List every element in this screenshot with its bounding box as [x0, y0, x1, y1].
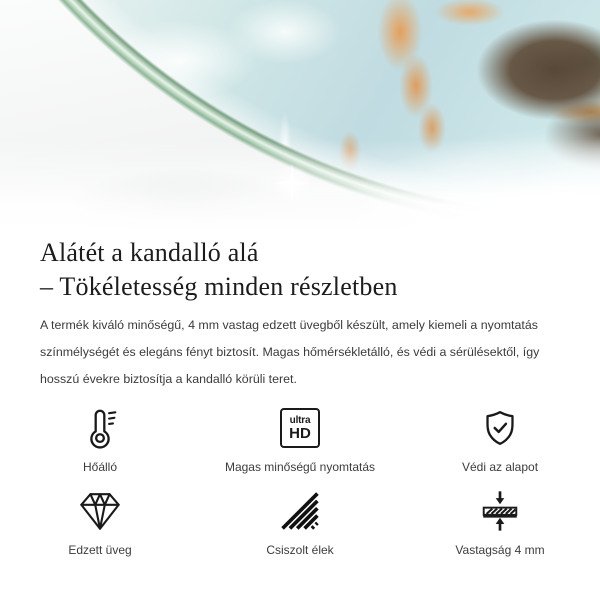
feature-high-quality-print	[200, 405, 400, 474]
thickness-icon	[477, 488, 523, 534]
product-description	[40, 312, 560, 393]
description-line: színmélységét és elegáns fényt biztosít. Magas hőmérsékletálló, és védi a sérülésektől, így	[40, 345, 540, 359]
polished-edges-icon	[278, 488, 322, 534]
feature-heat-resistant	[0, 405, 200, 474]
page-title-line1: Alátét a kandalló alá	[40, 238, 259, 267]
shield-check-icon	[477, 405, 523, 451]
ultra-hd-icon	[280, 405, 320, 451]
feature-label: Hőálló	[82, 460, 118, 474]
feature-polished-edges	[200, 488, 400, 557]
feature-label: Védi az alapot	[461, 460, 539, 474]
description-line: A termék kiváló minőségű, 4 mm vastag edzett üvegből készült, amely kiemeli a nyomtatás	[40, 318, 538, 332]
feature-label: Vastagság 4 mm	[455, 543, 545, 557]
sparkle-highlight	[270, 161, 314, 205]
description-line: hosszú évekre biztosítja a kandalló körüli teret.	[40, 372, 297, 386]
page-title-line2: – Tökéletesség minden részletben	[40, 272, 398, 301]
feature-tempered-glass	[0, 488, 200, 557]
thermometer-icon	[77, 405, 123, 451]
feature-protects-base	[400, 405, 600, 474]
diamond-icon	[77, 488, 123, 534]
ultra-hd-text-bottom: HD	[289, 425, 311, 442]
feature-label: Csiszolt élek	[266, 543, 334, 557]
ultra-hd-text-top: ultra	[289, 415, 311, 426]
feature-label: Edzett üveg	[68, 543, 132, 557]
feature-grid	[0, 405, 600, 557]
feature-thickness	[400, 488, 600, 557]
feature-label: Magas minőségű nyomtatás	[224, 460, 376, 474]
page-title	[40, 236, 560, 304]
product-image	[0, 0, 600, 232]
product-details	[0, 236, 600, 557]
